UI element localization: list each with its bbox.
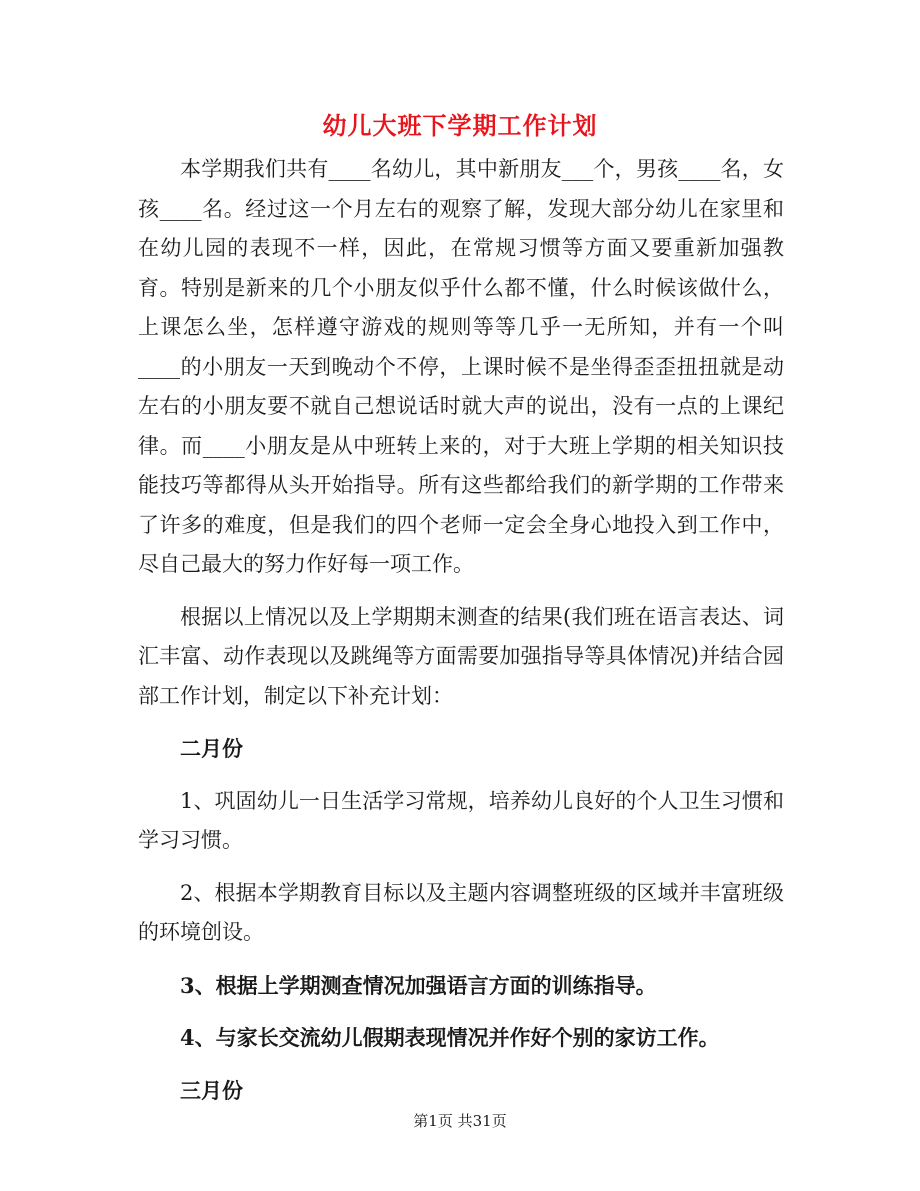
page-number: 第1页 共31页 xyxy=(413,1112,507,1130)
list-item: 1、巩固幼儿一日生活学习常规，培养幼儿良好的个人卫生习惯和学习习惯。 xyxy=(138,788,784,852)
list-item: 3、根据上学期测查情况加强语言方面的训练指导。 xyxy=(180,972,657,998)
plan-paragraph: 根据以上情况以及上学期期末测查的结果(我们班在语言表达、词汇丰富、动作表现以及跳绳等方面需要加强指导等具体情况)并结合园部工作计划，制定以下补充计划： xyxy=(138,604,784,708)
list-item: 2、根据本学期教育目标以及主题内容调整班级的区域并丰富班级的环境创设。 xyxy=(138,880,784,944)
document-title: 幼儿大班下学期工作计划 xyxy=(322,111,598,140)
list-item: 4、与家长交流幼儿假期表现情况并作好个别的家访工作。 xyxy=(180,1025,720,1050)
month-heading-march: 三月份 xyxy=(180,1077,243,1103)
month-heading-february: 二月份 xyxy=(180,736,243,761)
intro-paragraph: 本学期我们共有____名幼儿，其中新朋友___个，男孩____名，女孩____名。经过这一个月左右的观察了解，发现大部分幼儿在家里和在幼儿园的表现不一样，因此，在常规习惯等方面又要重新加强教育。特别是新来的几个小朋友似乎什么都不懂，什么时候该做什么，上课怎么坐，怎样遵守游戏的规则等等几乎一无所知，并有一个叫____的小朋友一天到晚动个不停，上课时候不是坐得歪歪扭扭就是动左右的小朋友要不就自己想说话时就大声的说出，没有一点的上课纪律。而____小朋友是从中班转上来的，对于大班上学期的相关知识技能技巧等都得从头开始指导。所有这些都给我们的新学期的工作带来了许多的难度，但是我们的四个老师一定会全身心地投入到工作中，尽自己最大的努力作好每一项工作。 xyxy=(138,157,784,576)
document-body xyxy=(138,150,784,1110)
